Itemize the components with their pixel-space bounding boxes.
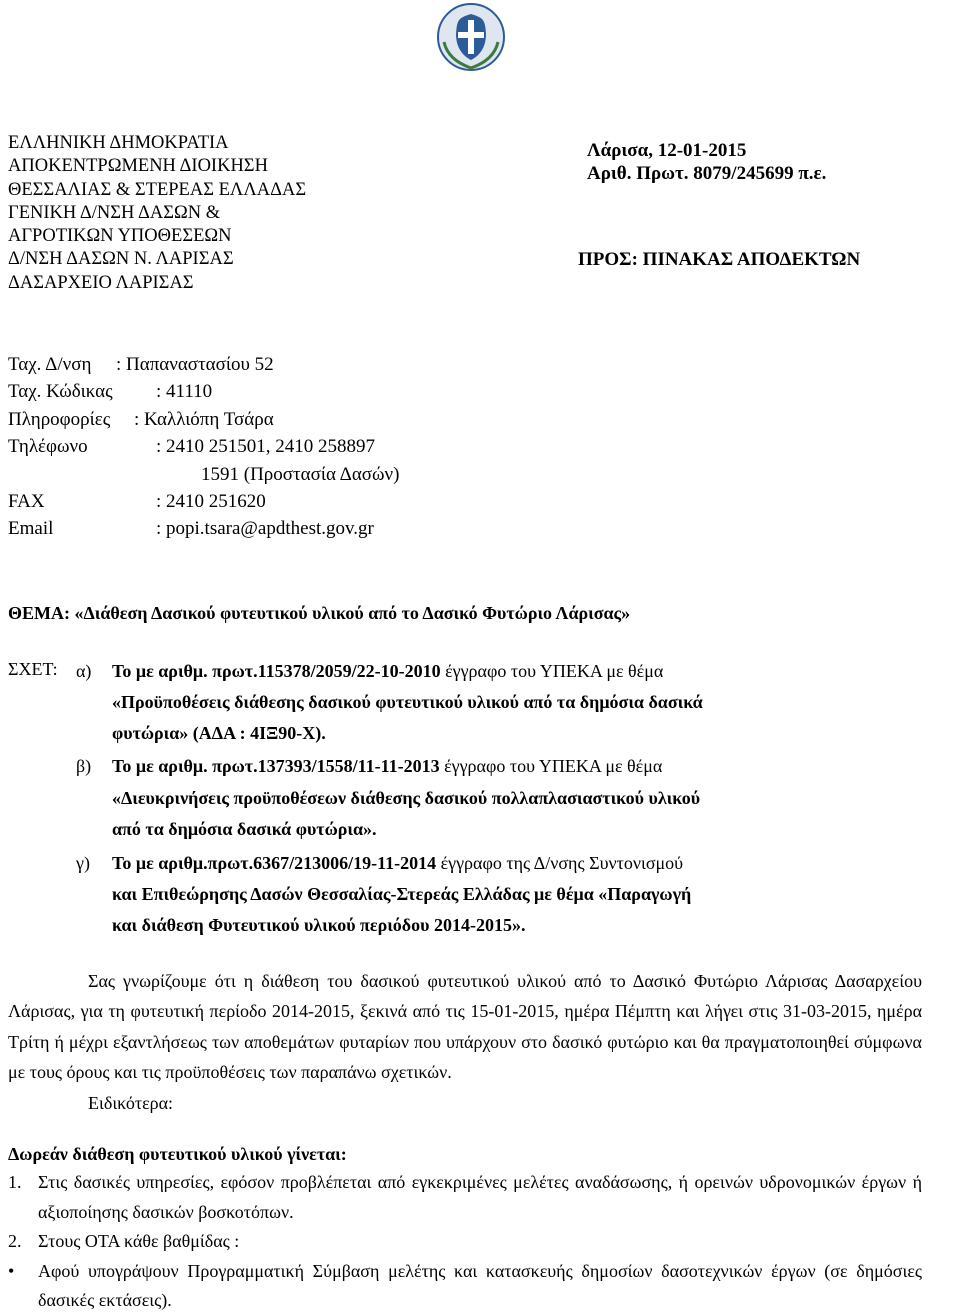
place-date: Λάρισα, 12-01-2015 <box>587 140 747 161</box>
issuing-authority <box>8 132 306 295</box>
authority-line: ΕΛΛΗΝΙΚΗ ΔΗΜΟΚΡΑΤΙΑ <box>8 133 229 153</box>
bullet-icon: • <box>8 1260 15 1281</box>
authority-line: ΓΕΝΙΚΗ Δ/ΝΣΗ ΔΑΣΩΝ & <box>8 202 221 223</box>
fax-value: : 2410 251620 <box>156 490 266 512</box>
ref-b-prefix: β) <box>76 756 92 776</box>
ref-a-number: Το με αριθμ. πρωτ.115378/2059/22-10-2010 <box>112 661 441 681</box>
ref-c-prefix: γ) <box>76 853 90 873</box>
ref-b-line-1 <box>112 751 662 782</box>
fax-label: FAX <box>8 490 45 512</box>
phone-label: Τηλέφωνο <box>8 436 88 458</box>
phone-value-2: 1591 (Προστασία Δασών) <box>201 463 400 485</box>
phone-value: : 2410 251501, 2410 258897 <box>156 436 376 458</box>
bullet-item-text: Αφού υπογράψουν Προγραμματική Σύμβαση μελέτης και κατασκευής δημοσίων δασοτεχνικών έργων (σε δημόσιες δασικές εκτάσεις). <box>38 1260 922 1310</box>
body-section <box>8 966 922 1118</box>
email-label: Email <box>8 518 54 540</box>
references-label: ΣΧΕΤ: <box>8 659 58 679</box>
subject-line: ΘΕΜΑ: «Διάθεση Δασικού φυτευτικού υλικού από το Δασικό Φυτώριο Λάρισας» <box>8 603 631 623</box>
free-distribution-heading: Δωρεάν διάθεση φυτευτικού υλικού γίνεται: <box>8 1144 347 1164</box>
body-paragraph: Σας γνωρίζουμε ότι η διάθεση του δασικού φυτευτικού υλικού από το Δασικό Φυτώριο Λάρισας Δασαρχείου Λάρισας, για τη φυτευτική περίοδο 2014-2015, ξεκινά από τις 15-01-2015, ημέρα Πέμπτη και λήγει στις 31-03-2015, ημέρα Τρίτη ή μέχρι εξαντλήσεως των αποθεμάτων φυταρίων που υπάρχουν στο δασικό φυτώριο και θα πραγματοποιηθεί σύμφωνα με τους όρους και τις προϋποθέσεις των παραπάνω σχετικών. <box>8 971 922 1083</box>
list-item-number: 1. <box>8 1172 22 1192</box>
authority-line: ΘΕΣΣΑΛΙΑΣ & ΣΤΕΡΕΑΣ ΕΛΛΑΔΑΣ <box>8 179 307 200</box>
ref-a-desc: έγγραφο του ΥΠΕΚΑ με θέμα <box>440 661 664 681</box>
ref-b-line-3: από τα δημόσια δασικά φυτώρια». <box>112 819 377 839</box>
protocol-number: Αριθ. Πρωτ. 8079/245699 π.ε. <box>587 163 827 184</box>
coat-of-arms-emblem <box>436 2 506 72</box>
ref-a-line-2: «Προϋποθέσεις διάθεσης δασικού φυτευτικού υλικού από τα δημόσια δασικά <box>112 692 703 712</box>
ref-c-line-2: και Επιθεώρησης Δασών Θεσσαλίας-Στερεάς Ελλάδας με θέμα «Παραγωγή <box>112 884 692 904</box>
document-meta <box>587 139 826 185</box>
authority-line: Δ/ΝΣΗ ΔΑΣΩΝ Ν. ΛΑΡΙΣΑΣ <box>8 249 234 270</box>
distribution-list <box>8 1168 922 1316</box>
ref-b-desc: έγγραφο του ΥΠΕΚΑ με θέμα <box>439 756 663 776</box>
ref-c-line-1 <box>112 848 683 879</box>
list-item <box>8 1227 922 1257</box>
postcode-label: Ταχ. Κώδικας <box>8 381 113 403</box>
postcode-value: : 41110 <box>156 381 213 403</box>
ref-c-number: Το με αριθμ.πρωτ.6367/213006/19-11-2014 <box>112 853 437 873</box>
bullet-item <box>8 1257 922 1316</box>
recipient-line: ΠΡΟΣ: ΠΙΝΑΚΑΣ ΑΠΟΔΕΚΤΩΝ <box>578 249 861 270</box>
email-value: : popi.tsara@apdthest.gov.gr <box>156 518 374 540</box>
list-item-text: Στους ΟΤΑ κάθε βαθμίδας : <box>38 1231 240 1251</box>
ref-a-line-1 <box>112 656 663 687</box>
authority-line: ΑΠΟΚΕΝΤΡΩΜΕΝΗ ΔΙΟΙΚΗΣΗ <box>8 156 268 177</box>
list-item-text: Στις δασικές υπηρεσίες, εφόσον προβλέπεται από εγκεκριμένες μελέτες αναδάσωσης, ή ορεινών υδρονομικών έργων ή αξιοποίησης δασικών βοσκοτόπων. <box>38 1172 922 1222</box>
info-value: : Καλλιόπη Τσάρα <box>134 408 274 430</box>
list-item-number: 2. <box>8 1231 22 1251</box>
ref-a-line-3: φυτώρια» (ΑΔΑ : 4ΙΞ90-Χ). <box>112 723 326 743</box>
ref-c-line-3: και διάθεση Φυτευτικού υλικού περιόδου 2014-2015». <box>112 915 526 935</box>
address-value: : Παπαναστασίου 52 <box>116 354 274 375</box>
list-item <box>8 1168 922 1227</box>
authority-line: ΑΓΡΟΤΙΚΩΝ ΥΠΟΘΕΣΕΩΝ <box>8 226 232 247</box>
ref-c-desc: έγγραφο της Δ/νσης Συντονισμού <box>436 853 684 873</box>
ref-a-prefix: α) <box>76 661 92 681</box>
ref-b-line-2: «Διευκρινήσεις προϋποθέσεων διάθεσης δασικού πολλαπλασιαστικού υλικού <box>112 788 701 808</box>
address-label: Ταχ. Δ/νση <box>8 354 92 375</box>
info-label: Πληροφορίες <box>8 408 111 430</box>
ref-b-number: Το με αριθμ. πρωτ.137393/1558/11-11-2013 <box>112 756 440 776</box>
authority-line: ΔΑΣΑΡΧΕΙΟ ΛΑΡΙΣΑΣ <box>8 272 194 293</box>
specifically-label: Ειδικότερα: <box>88 1092 174 1113</box>
